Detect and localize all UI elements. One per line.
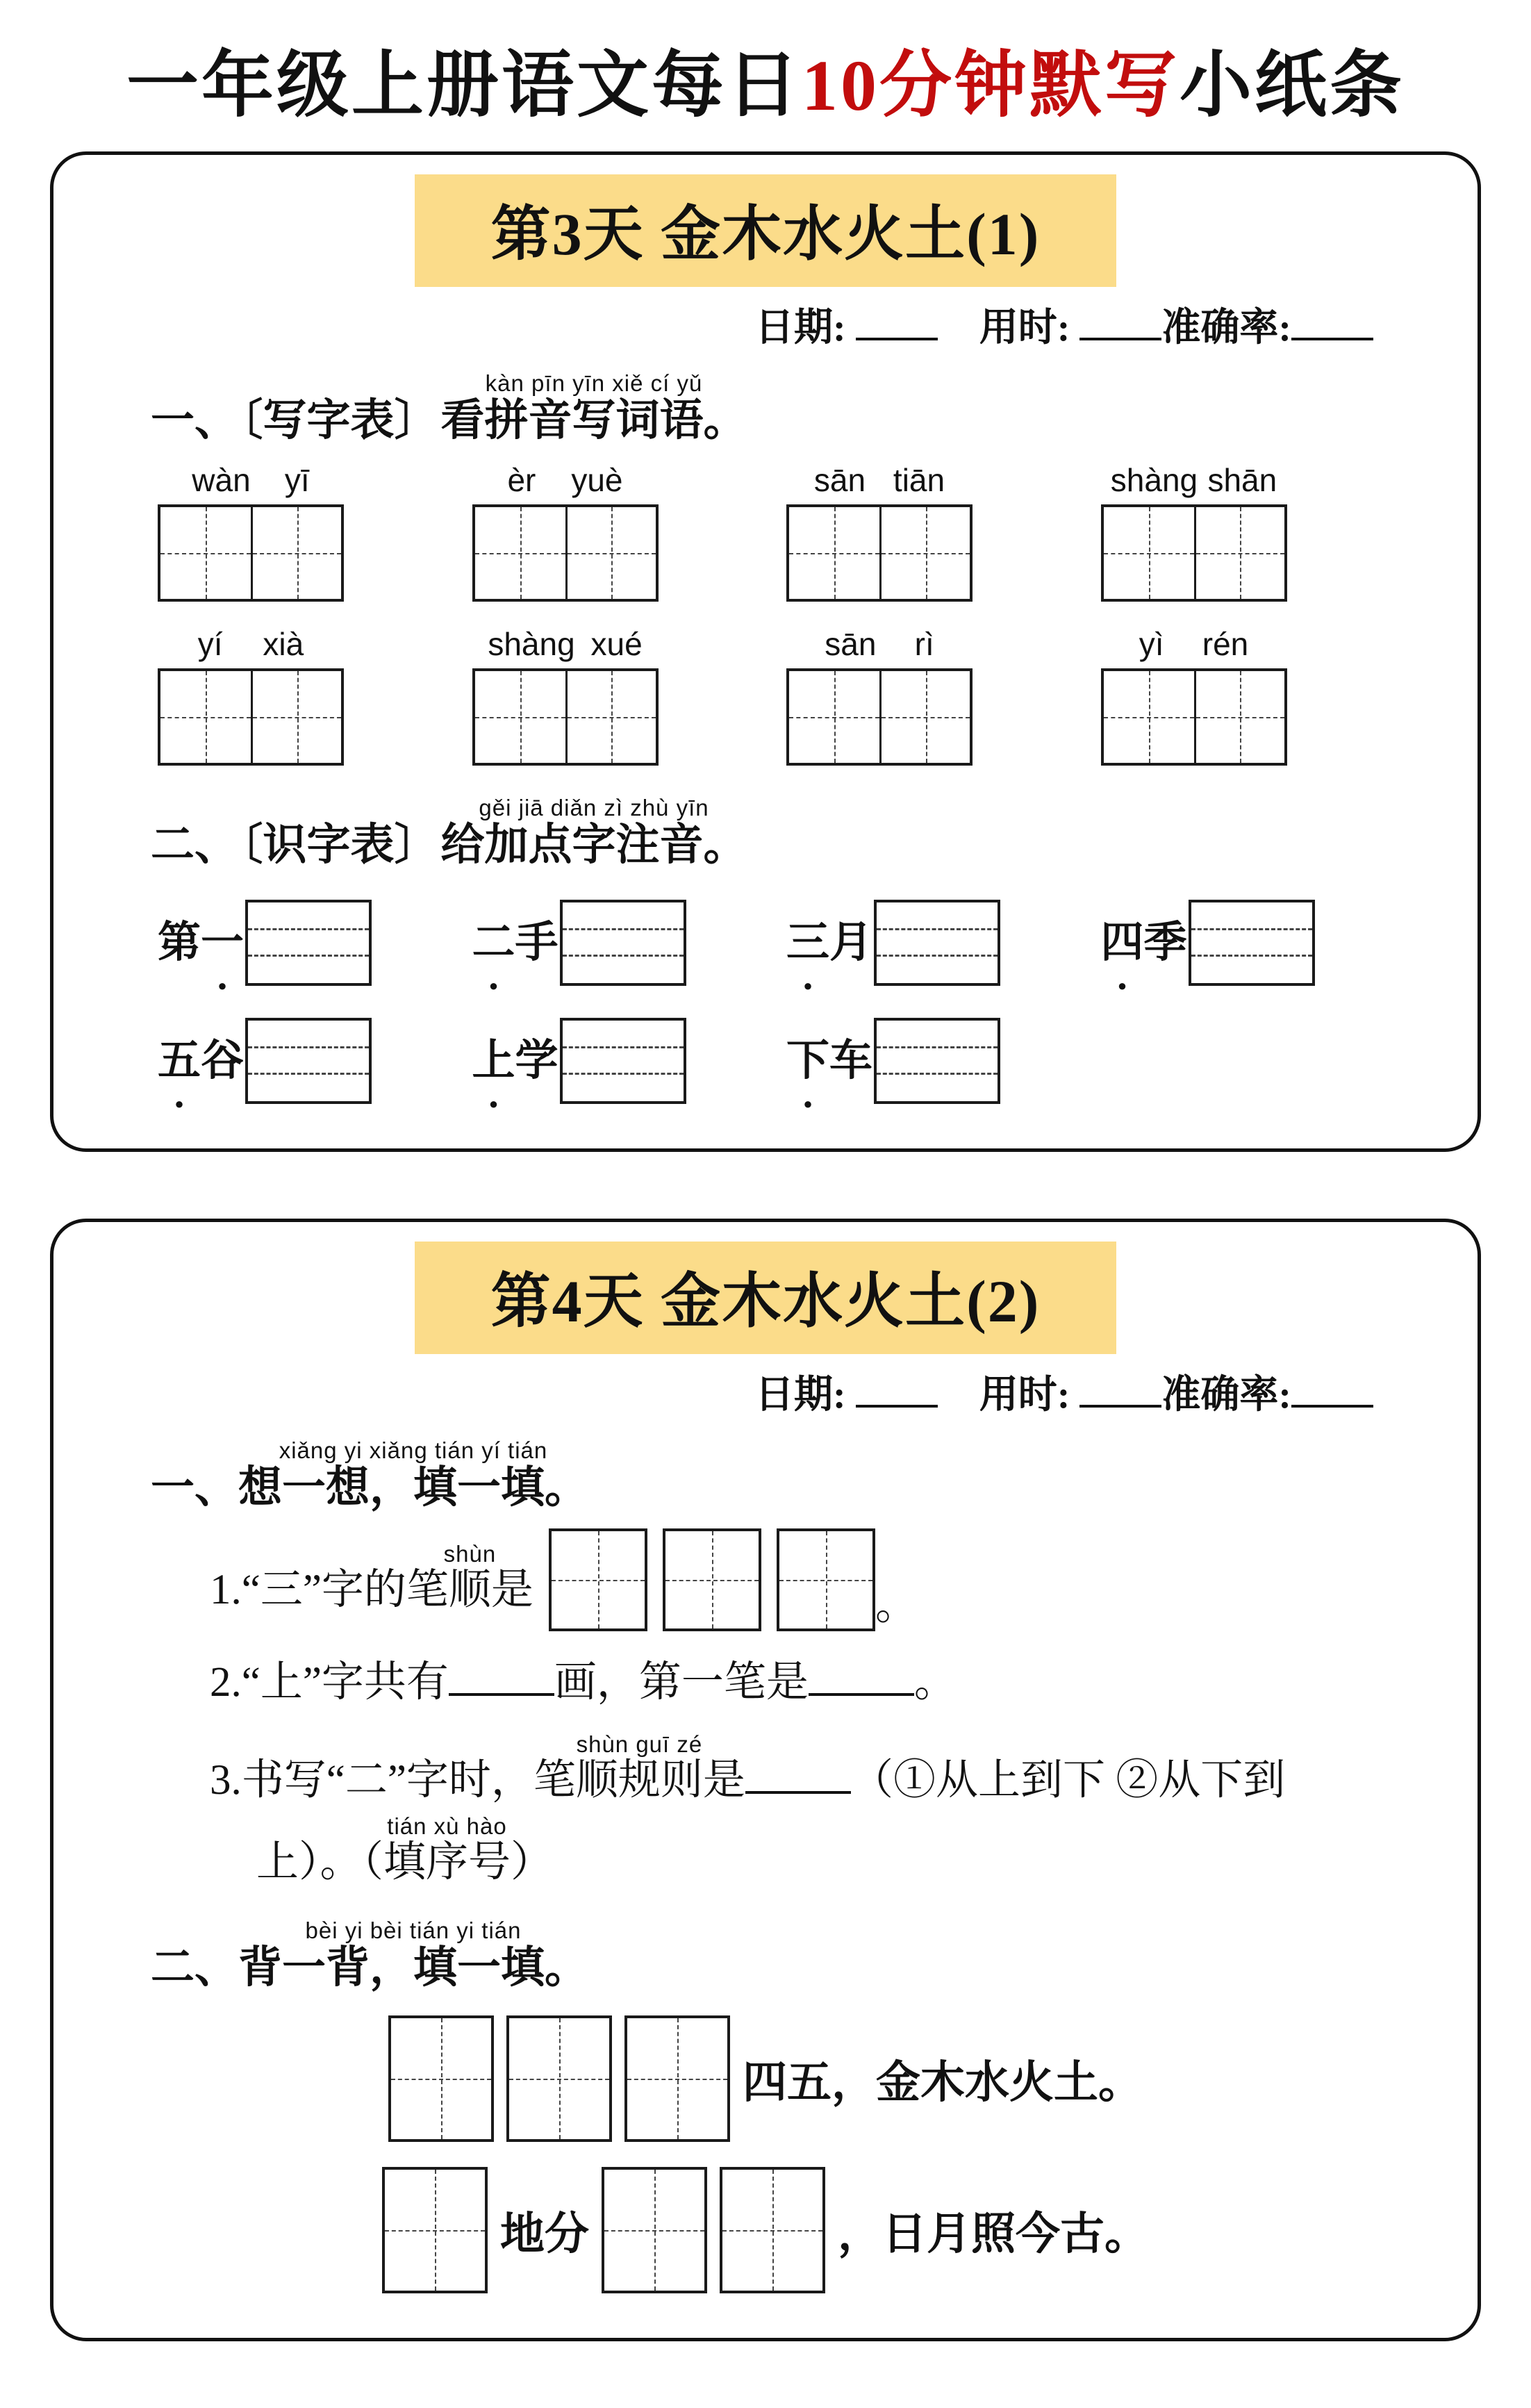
worksheet-card-day3 (50, 151, 1481, 1152)
section-heading-recite-fill (151, 1918, 1478, 1993)
section-pinyin: gěi jiā diǎn zì zhù yīn (440, 795, 747, 821)
pinyin-box[interactable] (874, 900, 1000, 986)
annotate-chars: 五 ● 谷 (158, 1034, 244, 1089)
word-column (472, 625, 787, 766)
page-title-part1: 一年级上册语文每日 (126, 46, 802, 126)
grid-cell[interactable] (879, 671, 970, 763)
writing-grid (158, 504, 344, 602)
recite-text: 四五，金木水火土。 (743, 2058, 1143, 2108)
annotate-row-2 (158, 1018, 1415, 1104)
pinyin-word-label: yí xià (197, 626, 304, 663)
grid-cell[interactable] (160, 671, 251, 763)
section-index: 一、 (151, 396, 238, 445)
section-title: 想一想，填一填。 (238, 1463, 588, 1512)
grid-cell[interactable] (789, 671, 879, 763)
grid-cell[interactable] (1194, 507, 1284, 599)
pinyin-box[interactable] (1189, 900, 1315, 986)
section-index: 二、 (151, 820, 238, 870)
fill-grid[interactable] (506, 2015, 612, 2142)
accuracy-blank[interactable] (1291, 1374, 1373, 1408)
page-title-part2: 小纸条 (1180, 46, 1405, 126)
pinyin-words-row-2 (158, 625, 1415, 766)
date-label: 日期: (755, 1374, 846, 1417)
fill-grid[interactable] (624, 2015, 730, 2142)
grid-cell[interactable] (475, 671, 565, 763)
section-title: 背一背，填一填。 (238, 1943, 588, 1993)
question-number: 2. (210, 1659, 242, 1706)
question-3-line2: 上）。（填序号tián xù hào） (256, 1813, 554, 1886)
accuracy-label: 准确率: (1161, 306, 1291, 349)
section-index: 一、 (151, 1463, 238, 1512)
recite-row-2 (53, 2167, 1478, 2293)
question-2: 2.“上”字共有 画，第一笔是 。 (210, 1659, 957, 1706)
pinyin-box[interactable] (874, 1018, 1000, 1104)
question-number: 1. (210, 1567, 242, 1614)
annotate-item (158, 900, 472, 986)
annotate-item (1101, 900, 1416, 986)
accuracy-label: 准确率: (1161, 1374, 1291, 1417)
question-number: 3. (210, 1756, 242, 1804)
annotate-row-1 (158, 900, 1415, 986)
pinyin-word-label: yì rén (1139, 626, 1249, 663)
section-tag: 〔识字表〕 (241, 820, 438, 870)
grid-cell[interactable] (475, 507, 565, 599)
page-title (0, 26, 1531, 131)
meta-row-day3 (53, 297, 1478, 352)
recite-text: 地分 (500, 2209, 589, 2259)
question-3: 3.书写“二”字时，笔顺规则shùn guī zé是 （①从上到下 ②从下到 (210, 1731, 1286, 1804)
grid-cell[interactable] (1194, 671, 1284, 763)
blank-line[interactable] (449, 1665, 554, 1696)
stroke-grid[interactable] (663, 1528, 761, 1631)
pinyin-box[interactable] (560, 1018, 686, 1104)
blank-line[interactable] (745, 1763, 851, 1794)
annotate-chars: 二 ● 手 (472, 916, 558, 971)
annotate-item (786, 1018, 1101, 1104)
fill-grid[interactable] (602, 2167, 707, 2293)
fill-grid[interactable] (720, 2167, 825, 2293)
annotate-chars: 三 ● 月 (786, 916, 872, 971)
pinyin-word-label: sān rì (825, 626, 934, 663)
pinyin-words-row-1 (158, 461, 1415, 602)
question-period: 。 (875, 1582, 918, 1629)
writing-grid (472, 668, 659, 766)
writing-grid (786, 504, 973, 602)
section-index: 二、 (151, 1943, 238, 1993)
page-title-highlight: 10分钟默写 (801, 46, 1180, 126)
time-label: 用时: (979, 1374, 1070, 1417)
writing-grid (786, 668, 973, 766)
section-title: 给加点字注音。 (440, 820, 747, 870)
pinyin-box[interactable] (560, 900, 686, 986)
grid-cell[interactable] (160, 507, 251, 599)
recite-row-1 (53, 2015, 1478, 2142)
annotate-item (472, 1018, 787, 1104)
meta-row-day4 (53, 1364, 1478, 1419)
annotate-item-empty (1101, 1018, 1416, 1104)
pinyin-box[interactable] (245, 900, 372, 986)
section-pinyin: bèi yi bèi tián yi tián (238, 1918, 588, 1944)
writing-grid (1101, 504, 1287, 602)
section-title: 看拼音写词语。 (440, 396, 747, 445)
stroke-grid[interactable] (777, 1528, 875, 1631)
annotate-item (158, 1018, 472, 1104)
section-pinyin: xiǎng yi xiǎng tián yí tián (238, 1437, 588, 1464)
annotate-chars: 下 ● 车 (786, 1034, 872, 1089)
grid-cell[interactable] (1104, 671, 1194, 763)
question-1 (210, 1528, 1478, 1631)
word-column (1101, 625, 1416, 766)
stroke-grid[interactable] (549, 1528, 647, 1631)
date-label: 日期: (755, 306, 846, 349)
word-column (786, 625, 1101, 766)
section-heading-annotate (151, 795, 1478, 870)
grid-cell[interactable] (789, 507, 879, 599)
grid-cell[interactable] (251, 671, 341, 763)
word-column (786, 461, 1101, 602)
pinyin-box[interactable] (245, 1018, 372, 1104)
annotate-item (786, 900, 1101, 986)
annotate-item (472, 900, 787, 986)
section-heading-think-fill (151, 1437, 1478, 1512)
time-blank[interactable] (1079, 1374, 1161, 1408)
annotate-chars: 上 ● 学 (472, 1034, 558, 1089)
annotate-chars: 第 一 ● (158, 916, 244, 971)
grid-cell[interactable] (879, 507, 970, 599)
writing-grid (1101, 668, 1287, 766)
word-column (158, 625, 472, 766)
writing-grid (472, 504, 659, 602)
word-column (158, 461, 472, 602)
pinyin-word-label: shàng shān (1110, 462, 1277, 499)
grid-cell[interactable] (1104, 507, 1194, 599)
lesson-banner-day3: 第3天 金木水火土(1) (415, 174, 1117, 287)
grid-cell[interactable] (565, 507, 656, 599)
date-blank[interactable] (856, 307, 938, 340)
section-pinyin: kàn pīn yīn xiě cí yǔ (440, 370, 747, 396)
lesson-banner-day4: 第4天 金木水火土(2) (415, 1242, 1117, 1354)
fill-grid[interactable] (382, 2167, 488, 2293)
word-column (1101, 461, 1416, 602)
worksheet-card-day4 (50, 1219, 1481, 2341)
date-blank[interactable] (856, 1374, 938, 1408)
annotate-chars: 四 ● 季 (1101, 916, 1187, 971)
pinyin-word-label: sān tiān (813, 462, 945, 499)
pinyin-word-label: wàn yī (192, 462, 310, 499)
grid-cell[interactable] (251, 507, 341, 599)
question-text: 1.“三”字的笔顺shùn是 (210, 1541, 533, 1614)
grid-cell[interactable] (565, 671, 656, 763)
writing-grid (158, 668, 344, 766)
pinyin-word-label: shàng xué (488, 626, 643, 663)
blank-line[interactable] (809, 1665, 914, 1696)
pinyin-word-label: èr yuè (507, 462, 623, 499)
word-column (472, 461, 787, 602)
time-label: 用时: (979, 306, 1070, 349)
fill-grid[interactable] (388, 2015, 494, 2142)
recite-text: ，日月照今古。 (838, 2209, 1149, 2259)
section-tag: 〔写字表〕 (241, 396, 438, 445)
section-heading-write-words (151, 370, 1478, 445)
time-blank[interactable] (1079, 307, 1161, 340)
accuracy-blank[interactable] (1291, 307, 1373, 340)
